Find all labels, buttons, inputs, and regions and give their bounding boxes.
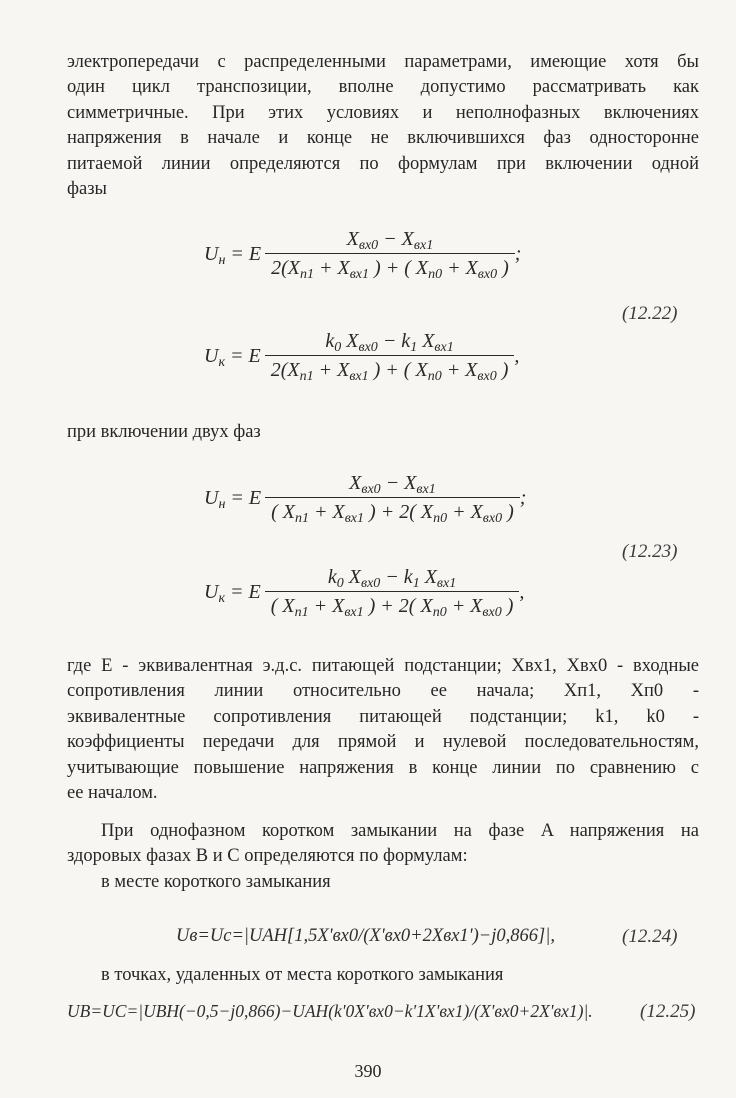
equation-12-23-un: $U_н = E$ $\frac{X_{вх0} - X_{вх1}}{( X_{п1} + X_{вх1} ) + 2( X_{п0} + X_{вх0} )}$ ; <box>204 472 527 527</box>
equation-12-22-uk: $U_к = E$ $\frac{k_0 X_{вх0} - k_1 X_{вх1}}{2(X_{п1} + X_{вх1} ) + ( X_{п0} + X_{вх0} )}$ , <box>204 330 520 385</box>
equation-number-12-22: (12.22) <box>622 303 678 324</box>
short-circuit-paragraph <box>67 819 699 895</box>
text-line: симметричные. При этих условиях и неполнофазных включениях <box>67 102 699 123</box>
equation-12-25: UB=UC=|UBH(−0,5−j0,866)−UAH(k'0X'вх0−k'1X'вх1)/(X'вх0+2X'вх1)|. <box>67 1001 593 1021</box>
text-line: При однофазном коротком замыкании на фазе A напряжения на <box>101 821 699 841</box>
intro-paragraph <box>67 50 699 202</box>
equation-12-24: Uв=Uс=|UAH[1,5X'вх0/(X'вх0+2Xвх1')−j0,866]|, <box>176 926 555 946</box>
text-line: в месте короткого замыкания <box>101 871 331 892</box>
page-number: 390 <box>354 1061 382 1081</box>
equation-number-12-24: (12.24) <box>622 926 678 947</box>
equation-12-23-uk: $U_к = E$ $\frac{k_0 X_{вх0} - k_1 X_{вх1}}{( X_{п1} + X_{вх1} ) + 2( X_{п0} + X_{вх0} )}$ , <box>204 566 525 621</box>
definitions-paragraph <box>67 654 699 806</box>
text-line: учитывающие повышение напряжения в конце линии по сравнению с <box>67 757 699 778</box>
text-line: здоровых фазах B и C определяются по формулам: <box>67 846 468 867</box>
text-line: эквивалентные сопротивления питающей подстанции; k1, k0 - <box>67 706 699 727</box>
equation-12-22-un: $U_н = E$ $\frac{X_{вх0} - X_{вх1}}{2(X_{п1} + X_{вх1} ) + ( X_{п0} + X_{вх0} )}$ ; <box>204 228 522 283</box>
text-line: сопротивления линии относительно ее начала; Xп1, Xп0 - <box>67 681 699 702</box>
far-points-label: в точках, удаленных от места короткого замыкания <box>101 965 504 985</box>
text-line: фазы <box>67 179 107 200</box>
text-line: где E - эквивалентная э.д.с. питающей подстанции; Xвх1, Xвх0 - входные <box>67 656 699 676</box>
text-line: питаемой линии определяются по формулам при включении одной <box>67 153 699 174</box>
equation-number-12-23: (12.23) <box>622 541 678 562</box>
text-line: коэффициенты передачи для прямой и нулевой последовательностям, <box>67 732 699 753</box>
text-line: напряжения в начале и конце не включившихся фаз односторонне <box>67 128 699 149</box>
equation-number-12-25: (12.25) <box>640 1001 696 1022</box>
text-line: один цикл транспозиции, вполне допустимо рассматривать как <box>67 77 699 98</box>
text-line: ее началом. <box>67 783 158 804</box>
text-line: электропередачи с распределенными параметрами, имеющие хотя бы <box>67 52 699 72</box>
two-phases-label: при включении двух фаз <box>67 422 261 442</box>
